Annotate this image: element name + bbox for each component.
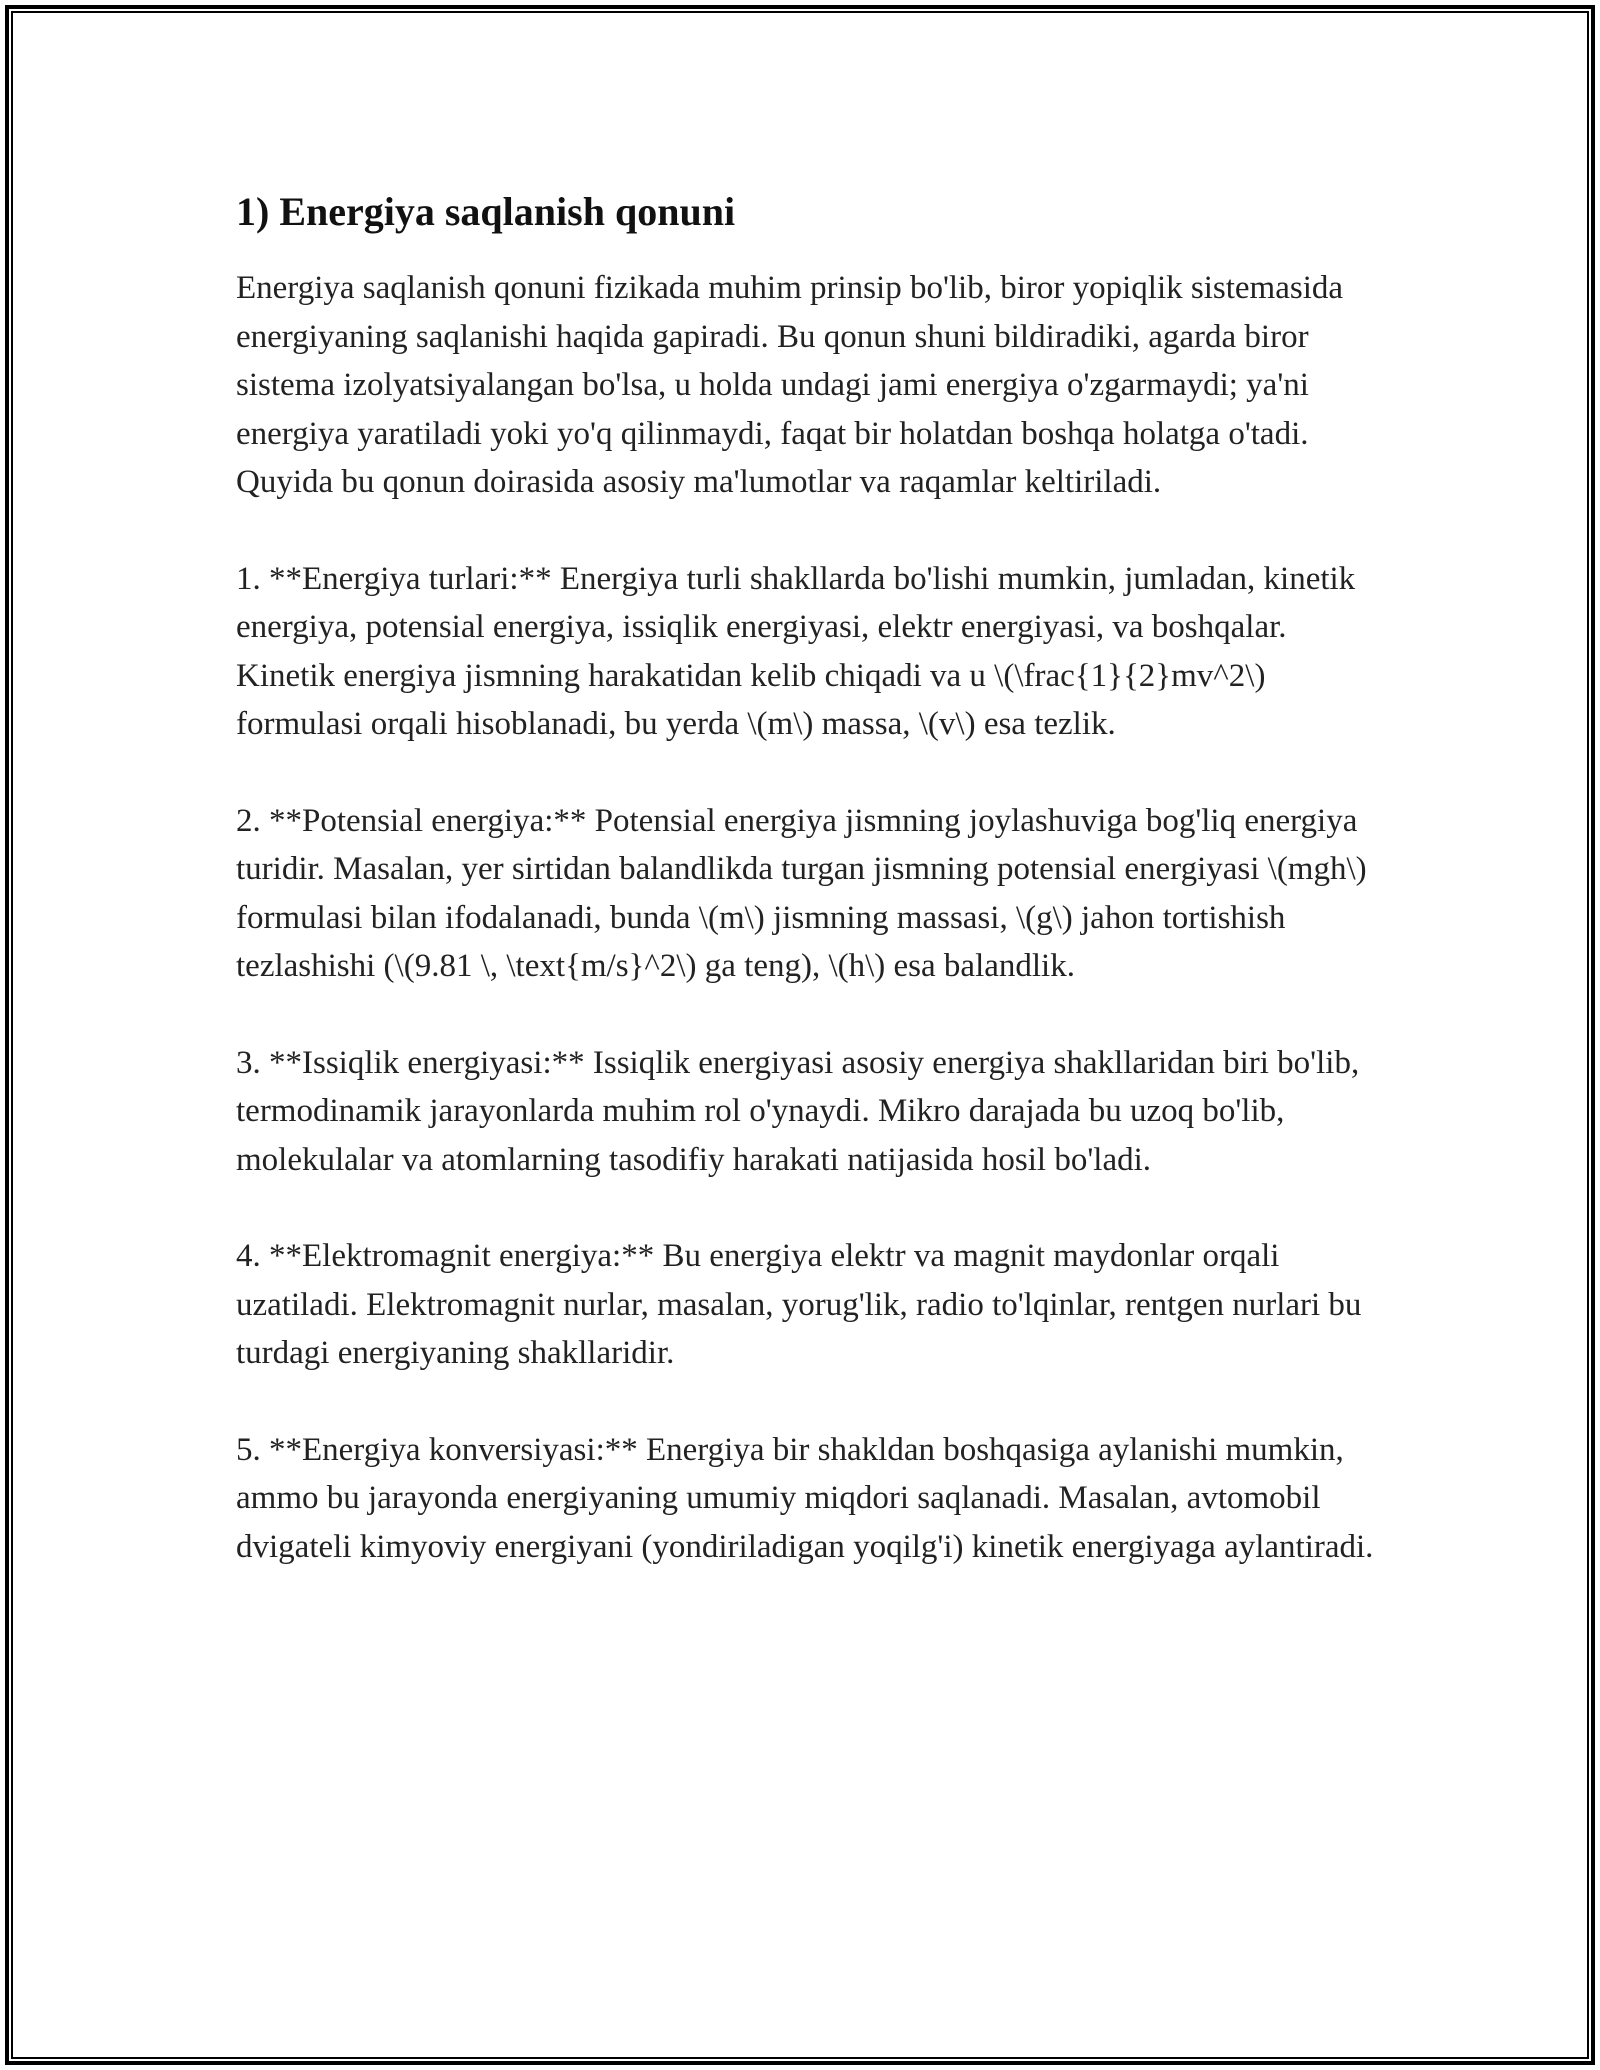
document-title: 1) Energiya saqlanish qonuni [236, 189, 736, 234]
document-body [236, 186, 1376, 1619]
paragraph-potential-energy: 2. **Potensial energiya:** Potensial energiya jismning joylashuviga bog'liq energiya turidir. Masalan, yer sirtidan balandlikda turgan jismning potensial energiyasi \(mgh\) formulasi bilan ifodalanadi, bunda \(m\) jismning massasi, \(g\) jahon tortishish tezlashishi (\(9.81 \, \text{m/s}^2\) ga teng), \(h\) esa balandlik. [236, 802, 1367, 984]
intro-paragraph: Energiya saqlanish qonuni fizikada muhim prinsip bo'lib, biror yopiqlik sistemasida energiyaning saqlanishi haqida gapiradi. Bu qonun shuni bildiradiki, agarda biror sistema izolyatsiyalangan bo'lsa, u holda undagi jami energiya o'zgarmaydi; ya'ni energiya yaratiladi yoki yo'q qilinmaydi, faqat bir holatdan boshqa holatga o'tadi. Quyida bu qonun doirasida asosiy ma'lumotlar va raqamlar keltiriladi. [236, 270, 1344, 500]
paragraph-energy-conversion: 5. **Energiya konversiyasi:** Energiya bir shakldan boshqasiga aylanishi mumkin, ammo bu jarayonda energiyaning umumiy miqdori saqlanadi. Masalan, avtomobil dvigateli kimyoviy energiyani (yondiriladigan yoqilg'i) kinetik energiyaga aylantiradi. [236, 1431, 1374, 1565]
paragraph-electromagnetic-energy: 4. **Elektromagnit energiya:** Bu energiya elektr va magnit maydonlar orqali uzatiladi. Elektromagnit nurlar, masalan, yorug'lik, radio to'lqinlar, rentgen nurlari bu turdagi energiyaning shakllaridir. [236, 1238, 1362, 1371]
paragraph-thermal-energy: 3. **Issiqlik energiyasi:** Issiqlik energiyasi asosiy energiya shakllaridan biri bo'lib, termodinamik jarayonlarda muhim rol o'ynaydi. Mikro darajada bu uzoq bo'lib, molekulalar va atomlarning tasodifiy harakati natijasida hosil bo'ladi. [236, 1044, 1360, 1178]
paragraph-energy-types: 1. **Energiya turlari:** Energiya turli shakllarda bo'lishi mumkin, jumladan, kinetik energiya, potensial energiya, issiqlik energiyasi, elektr energiyasi, va boshqalar. Kinetik energiya jismning harakatidan kelib chiqadi va u \(\frac{1}{2}mv^2\) formulasi orqali hisoblanadi, bu yerda \(m\) massa, \(v\) esa tezlik. [236, 560, 1356, 742]
